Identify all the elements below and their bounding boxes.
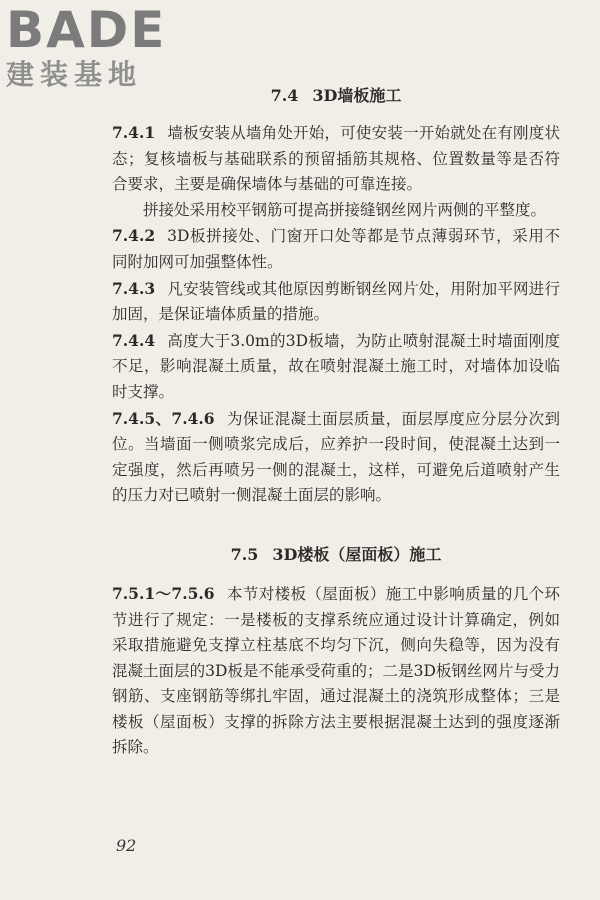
paragraph (112, 406, 560, 509)
clause-number: 7.4.2 (112, 226, 156, 246)
logo-subtitle: 建装基地 (6, 58, 143, 91)
section-number: 7.4 (270, 86, 299, 105)
paragraph (112, 198, 560, 224)
clause-number: 7.4.3 (112, 278, 156, 298)
paragraph-text: 高度大于3.0m的3D板墙，为防止喷射混凝土时墙面刚度不足，影响混凝土质量，故在喷射混凝土施工时，对墙体加设临时支撑。 (112, 331, 560, 401)
clause-number: 7.4.4 (112, 330, 156, 350)
paragraph-text: 3D板拼接处、门窗开口处等都是节点薄弱环节，采用不同附加网可加强整体性。 (112, 227, 560, 271)
paragraph-text: 本节对楼板（屋面板）施工中影响质量的几个环节进行了规定：一是楼板的支撑系统应通过设计计算确定，例如采取措施避免支撑立柱基底不均匀下沉，侧向失稳等，因为没有混凝土面层的3D板是不能承受荷重的；二是3D板钢丝网片与受力钢筋、支座钢筋等绑扎牢固，通过混凝土的浇筑形成整体；三是楼板（屋面板）支撑的拆除方法主要根据混凝土达到的强度逐渐拆除。 (112, 584, 560, 757)
logo-wordmark: BADE (6, 1, 167, 59)
paragraph-text: 凡安装管线或其他原因剪断钢丝网片处，用附加平网进行加固，是保证墙体质量的措施。 (112, 279, 560, 324)
paragraph-text: 拼接处采用校平钢筋可提高拼接缝钢丝网片两侧的平整度。 (143, 200, 547, 219)
clause-number: 7.4.5、7.4.6 (112, 408, 215, 428)
clause-number: 7.4.1 (112, 123, 156, 142)
paragraph-text: 墙板安装从墙角处开始，可使安装一开始就处在有刚度状态；复核墙板与基础联系的预留插筋其规格、位置数量等是否符合要求，主要是确保墙体与基础的可靠连接。 (112, 124, 560, 194)
paragraph (112, 328, 560, 406)
clause-number: 7.5.1～7.5.6 (112, 583, 215, 603)
section-title: 3D楼板（屋面板）施工 (272, 544, 442, 564)
paragraph (112, 120, 560, 198)
paragraph (112, 223, 560, 275)
section-heading-7-5 (112, 543, 560, 567)
paragraph (112, 581, 560, 761)
section-title: 3D墙板施工 (312, 86, 402, 105)
section-number: 7.5 (230, 544, 259, 564)
page-number: 92 (116, 836, 137, 855)
section-heading-7-4 (112, 84, 560, 108)
page-content (112, 78, 560, 761)
paragraph-text: 为保证混凝土面层质量，面层厚度应分层分次到位。当墙面一侧喷浆完成后，应养护一段时间，使混凝土达到一定强度，然后再喷另一侧的混凝土，这样，可避免后道喷射产生的压力对已喷射一侧混凝土面层的影响。 (112, 409, 560, 505)
paragraph (112, 276, 560, 328)
